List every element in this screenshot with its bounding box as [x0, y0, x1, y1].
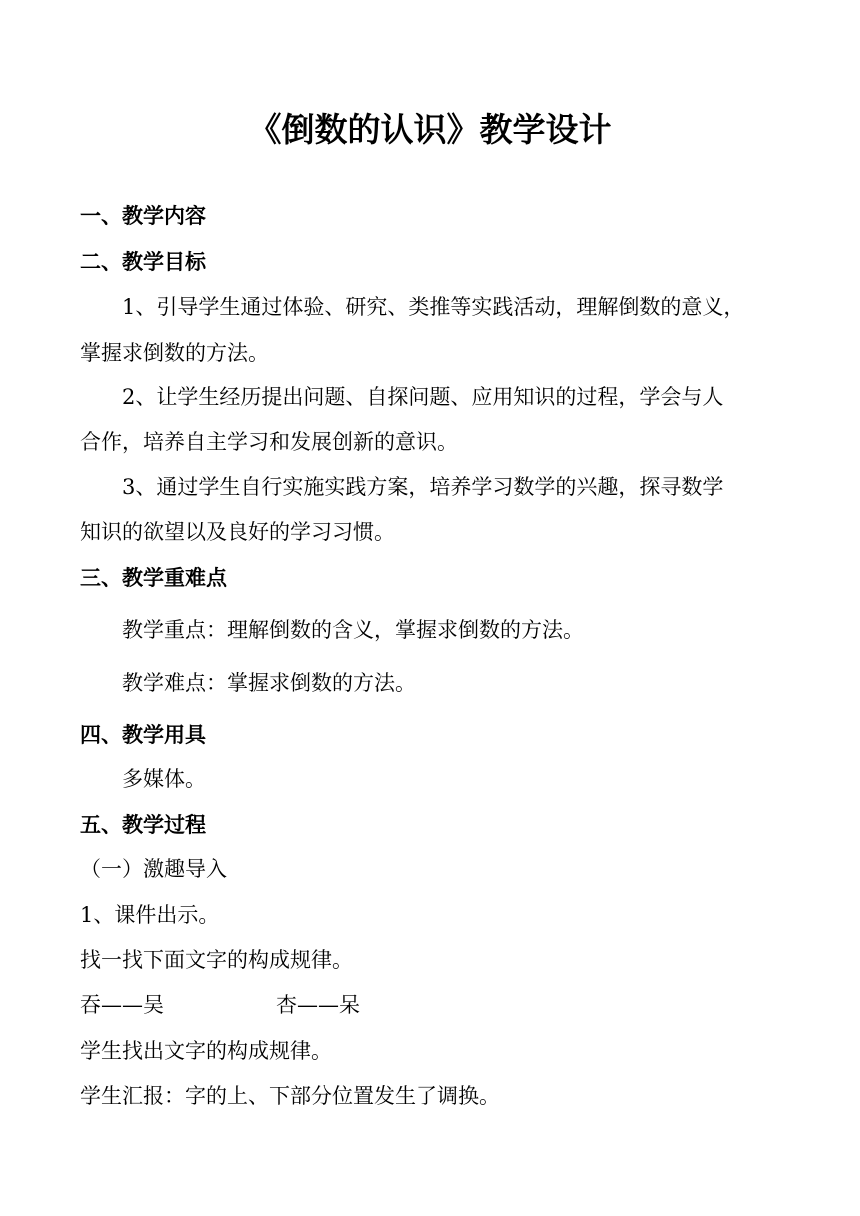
goal-2-line-2: 合作，培养自主学习和发展创新的意识。	[80, 430, 458, 454]
section-heading-process: 五、教学过程	[80, 813, 206, 837]
goal-3-line-1: 3、通过学生自行实施实践方案，培养学习数学的兴趣，探寻数学	[122, 475, 724, 499]
character-pair-right: 杏——呆	[276, 993, 360, 1017]
section-heading-tools: 四、教学用具	[80, 723, 206, 747]
key-point-difficulty: 教学难点：掌握求倒数的方法。	[122, 671, 416, 695]
goal-3-line-2: 知识的欲望以及良好的学习习惯。	[80, 520, 395, 544]
key-point-focus: 教学重点：理解倒数的含义，掌握求倒数的方法。	[122, 618, 584, 642]
document-title: 《倒数的认识》教学设计	[248, 110, 612, 149]
process-prompt: 找一找下面文字的构成规律。	[80, 948, 353, 972]
students-report-text: 学生汇报：字的上、下部分位置发生了调换。	[80, 1084, 500, 1108]
process-subheading: （一）激趣导入	[80, 857, 227, 881]
goal-1-line-1: 1、引导学生通过体验、研究、类推等实践活动，理解倒数的意义，	[122, 295, 745, 319]
process-step-1: 1、课件出示。	[80, 903, 220, 927]
character-pairs	[80, 990, 164, 1020]
section-heading-content: 一、教学内容	[80, 204, 206, 228]
tools-text: 多媒体。	[122, 767, 206, 791]
goal-2-line-1: 2、让学生经历提出问题、自探问题、应用知识的过程，学会与人	[122, 385, 724, 409]
goal-1-line-2: 掌握求倒数的方法。	[80, 341, 269, 365]
character-pair-left: 吞——吴	[80, 993, 164, 1017]
section-heading-key-points: 三、教学重难点	[80, 566, 227, 590]
students-find-text: 学生找出文字的构成规律。	[80, 1039, 332, 1063]
section-heading-goals: 二、教学目标	[80, 250, 206, 274]
